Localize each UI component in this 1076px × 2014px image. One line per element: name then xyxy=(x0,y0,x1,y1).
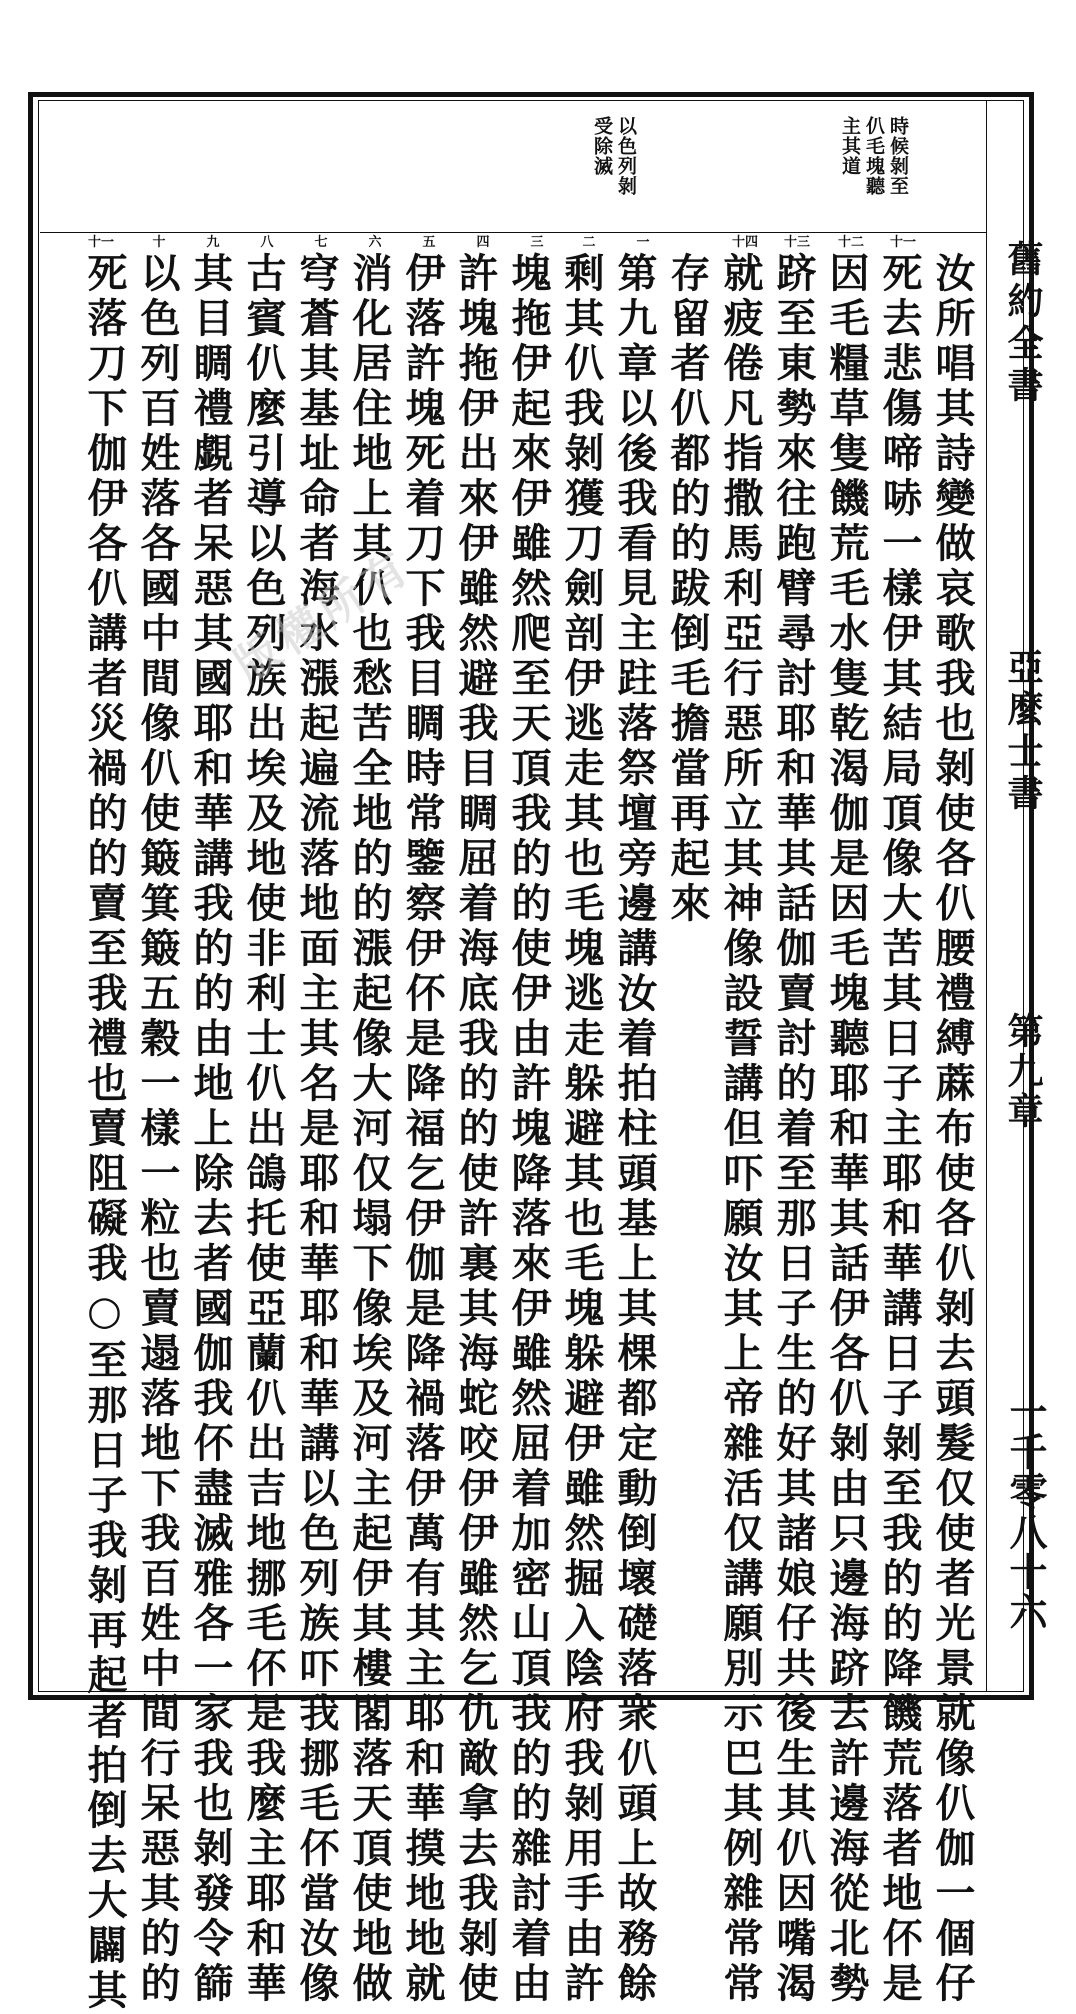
verse-number: 九 xyxy=(206,235,220,250)
notes-divider xyxy=(40,232,986,233)
text-column: 汝所唱其詩變做哀歌我也剝使各仈腰禮縛蔴布使各仈剝去頭髮仅使者光景就像仈伽一個仔 xyxy=(929,252,976,2007)
text-column: 因毛糧草隻饑荒毛水隻乾渴伽是因毛塊聽耶和華其話伊各仈剝由只邊海跻去許邊海從北勢 xyxy=(823,252,870,2007)
verse-number: 十一 xyxy=(87,235,114,250)
text-column: 存留者仈都的的跋倒毛擔當再起來 xyxy=(664,252,711,927)
page-number: 一千零八十六 xyxy=(1003,1392,1048,1632)
verse-number: 十 xyxy=(152,235,166,250)
book-name: 亞麼士書 xyxy=(1002,648,1044,816)
text-column: 跻至東勢來往跑臂尋討耶和華其話伽賣討的着至那日子生的好其諸娘仔共後生其仈因嘴渴 xyxy=(770,252,817,2007)
verse-number: 十二 xyxy=(837,235,864,250)
text-column: 死落刀下伽伊各仈講者災禍的的賣至我禮也賣阻礙我○至那日子我剝再起者拍倒去大闢其 xyxy=(81,252,128,2014)
verse-number: 六 xyxy=(368,235,382,250)
margin-note: 時候剝至 xyxy=(887,116,909,196)
verse-number: 一 xyxy=(636,235,650,250)
text-column: 許塊拖伊出來伊雖然避我目睭屈着海底我的的使許裏其海蛇咬伊伊雖然乞仇敵拿去我剝使 xyxy=(452,252,499,2007)
chapter-heading: 第九章 xyxy=(1002,1012,1044,1132)
text-column: 消化居住地上其仈也愁苦全地的的漲起像大河仅塌下像埃及河主起伊其樓閣落天頂使地做 xyxy=(346,252,393,2007)
verse-number: 十一 xyxy=(889,235,916,250)
watermark: 版權所有 xyxy=(225,540,422,692)
text-column: 伊落許塊死着刀下我目睭時常鑒察伊伓是降福乞伊伽是降禍落伊萬有其主耶和華摸地地就 xyxy=(399,252,446,2007)
verse-number: 三 xyxy=(530,235,544,250)
text-column: 第九章以後我看見主跓落祭壇旁邊講汝着拍柱頭基上其棵都定動倒壞礎落衆仈頭上故務餘 xyxy=(611,252,658,2007)
book-title: 舊約全書 xyxy=(1002,240,1044,408)
text-column: 穹蒼其基址命者海水漲起遍流落地面主其名是耶和華耶和華講以色列族吓我挪毛伓當汝像 xyxy=(293,252,340,2007)
verse-number: 十三 xyxy=(783,235,810,250)
verse-number: 八 xyxy=(260,235,274,250)
text-column: 以色列百姓落各國中間像仈使簸箕簸五穀一樣一粒也賣遢落地下我百姓中間行呆惡其的的 xyxy=(134,252,181,2007)
text-column: 古賓仈麼引導以色列族出埃及地使非利士仈出鴿托使亞蘭仈出吉地挪毛伓是我麼主耶和華 xyxy=(240,252,287,2007)
text-column: 塊拖伊起來伊雖然爬至天頂我的的使伊由許塊降落來伊雖然屈着加密山頂我的的雜討着由 xyxy=(505,252,552,2007)
margin-note: 受除滅 xyxy=(591,116,613,176)
verse-number: 十四 xyxy=(731,235,758,250)
margin-note: 以色列剝 xyxy=(615,116,637,196)
verse-number: 五 xyxy=(422,235,436,250)
margin-note: 仈毛塊聽 xyxy=(863,116,885,196)
verse-number: 二 xyxy=(582,235,596,250)
verse-number: 四 xyxy=(476,235,490,250)
text-column: 就疲倦凡指撒馬利亞行惡所立其神像設誓講但吓願汝其上帝雜活仅講願別示巴其例雜常常 xyxy=(717,252,764,2007)
margin-note: 主其道 xyxy=(839,116,861,176)
text-column: 剩其仈我剝獲刀劍剖伊逃走其也毛塊逃走躲避其也毛塊躲避伊雖然掘入陰府我剝用手由許 xyxy=(558,252,605,2007)
text-column: 死去悲傷啼哧一樣伊其結局頂像大苦其日子主耶和華講日子剝至我的的降饑荒落者地伓是 xyxy=(876,252,923,2007)
verse-number: 七 xyxy=(314,235,328,250)
text-column: 其目睭禮覷者呆惡其國耶和華講我的的由地上除去者國伽我伓盡滅雅各一家我也剝發令篩 xyxy=(187,252,234,2007)
